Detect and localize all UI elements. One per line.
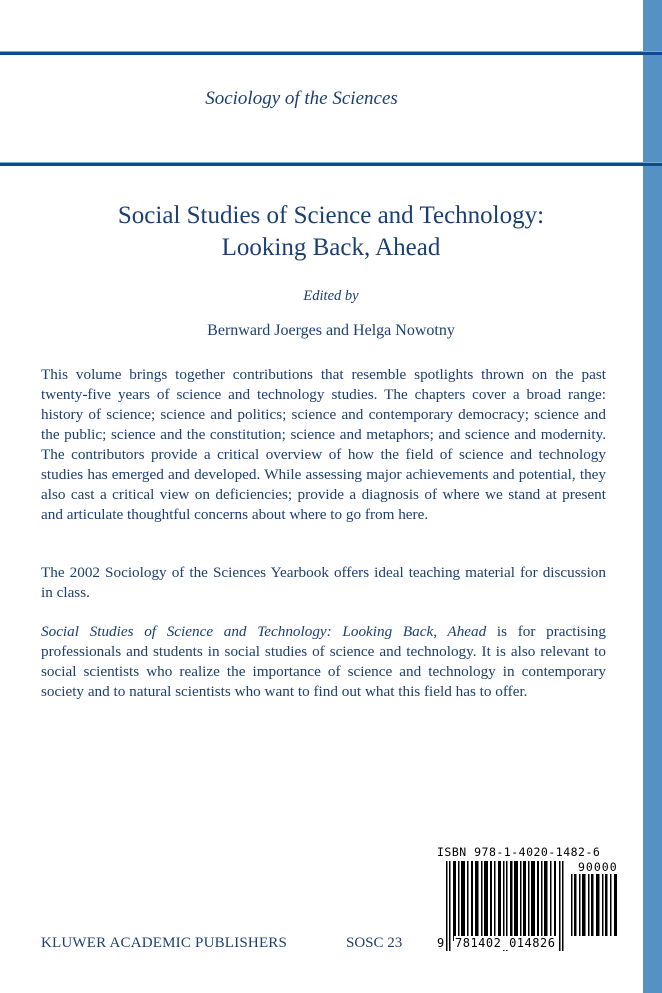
paragraph-3-text: is for practising professionals and students in social studies of science and technology. It is also relevant to social scientists who realize the importance of science and technology in contemporary society and to natural scientists who want to find out what this field has to offer. [41, 623, 606, 700]
description-paragraph-3 [41, 622, 606, 702]
top-rule [0, 51, 662, 55]
publisher-name: KLUWER ACADEMIC PUBLISHERS [41, 935, 288, 951]
editors: Bernward Joerges and Helga Nowotny [207, 322, 455, 339]
barcode-lead-digit: 9 [437, 936, 445, 950]
addon-bars-icon [571, 874, 618, 936]
edited-by-label: Edited by [303, 288, 359, 304]
isbn-text: ISBN 978-1-4020-1482-6 [437, 845, 601, 859]
price-addon-text: 90000 [578, 860, 618, 874]
spine-stripe [643, 0, 662, 993]
book-title-line1: Social Studies of Science and Technology: [117, 202, 545, 229]
description-paragraph-1: This volume brings together contributions that resemble spotlights thrown on the past twenty-five years of science and technology studies. The chapters cover a broad range: history of science; science and politics; science and contemporary democracy; science and the public; science and the constitution; science and metaphors; and science and modernity. The contributors provide a critical overview of how the field of science and technology studies has emerged and developed. While assessing major achievements and potential, they also cast a critical view on deficiencies; provide a diagnosis of where we stand at present and articulate thoughtful concerns about where to go from here. [41, 366, 606, 523]
series-code: SOSC 23 [346, 935, 403, 951]
book-title-italic: Social Studies of Science and Technology: Looking Back, Ahead [41, 623, 487, 640]
isbn-barcode [434, 845, 624, 955]
series-title: Sociology of the Sciences [205, 88, 398, 109]
book-title [0, 200, 662, 264]
bottom-rule [0, 162, 662, 166]
book-title-line2: Looking Back, Ahead [221, 234, 441, 261]
barcode-digits: 781402 014826 [455, 936, 556, 950]
description-paragraph-2: The 2002 Sociology of the Sciences Yearbook offers ideal teaching material for discussion in class. [41, 564, 606, 601]
